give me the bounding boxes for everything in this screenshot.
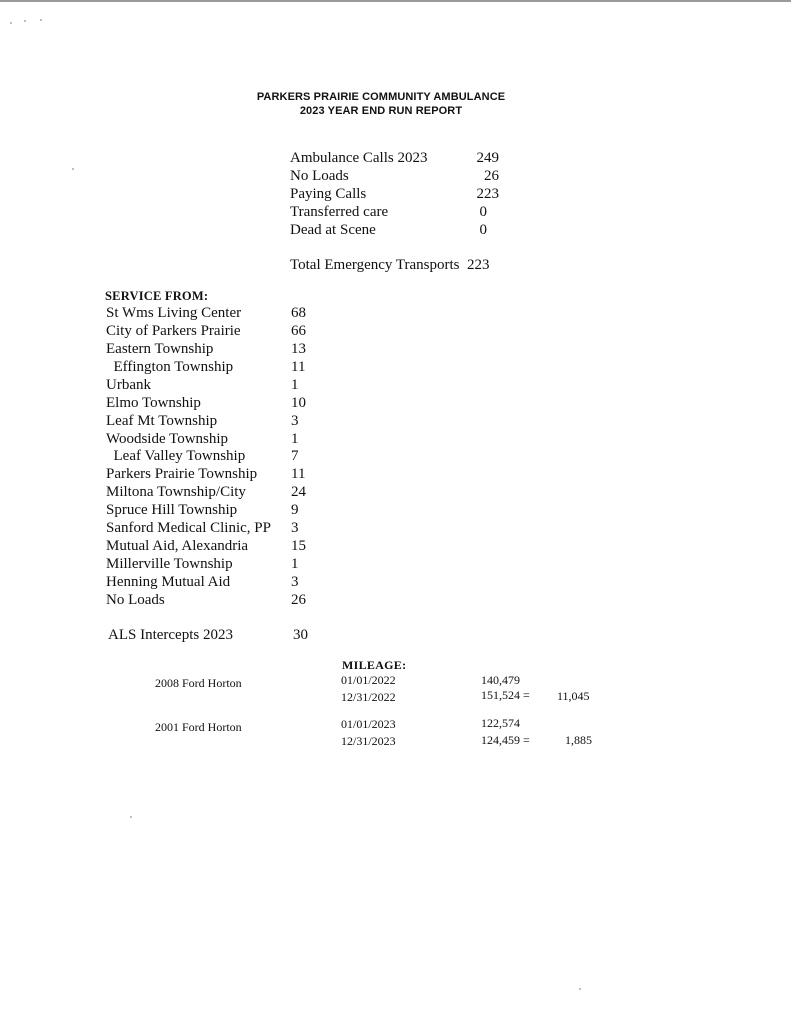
service-row-label — [106, 447, 245, 465]
summary-value-ambulance-calls: 249 — [476, 150, 499, 166]
service-row-value: 1 — [291, 556, 299, 572]
service-row-value: 10 — [291, 395, 306, 411]
als-intercepts-value: 30 — [293, 627, 308, 643]
summary-value-dead-at-scene: 0 — [479, 222, 487, 238]
vehicle-date-end: 12/31/2022 — [341, 690, 396, 704]
mileage-heading: MILEAGE: — [342, 658, 407, 672]
scan-speck — [72, 168, 74, 170]
service-row-value: 68 — [291, 305, 306, 321]
service-row-label: Millerville Township — [106, 556, 233, 572]
service-row-label-text: Effington Township — [109, 359, 234, 375]
vehicle-name: 2008 Ford Horton — [155, 676, 242, 690]
scan-top-edge — [0, 0, 791, 2]
service-row-value: 3 — [291, 574, 299, 590]
service-row-label: Mutual Aid, Alexandria — [106, 538, 249, 554]
scan-speck — [24, 20, 26, 22]
service-row-value: 9 — [291, 502, 299, 518]
report-title-line2: 2023 YEAR END RUN REPORT — [299, 105, 463, 117]
summary-label-no-loads: No Loads — [290, 168, 349, 184]
summary-value-no-loads: 26 — [484, 168, 499, 184]
summary-value-paying-calls: 223 — [476, 186, 499, 202]
vehicle-name: 2001 Ford Horton — [155, 720, 242, 734]
service-row-label: No Loads — [106, 592, 165, 608]
vehicle-date-start: 01/01/2022 — [341, 673, 396, 687]
vehicle-odometer-start: 122,574 — [481, 716, 520, 730]
report-title-line1: PARKERS PRAIRIE COMMUNITY AMBULANCE — [256, 91, 506, 103]
service-row-label: Parkers Prairie Township — [106, 466, 258, 482]
service-row-value: 66 — [291, 323, 306, 339]
vehicle-odometer-start: 140,479 — [481, 673, 520, 687]
total-transports-value: 223 — [467, 257, 490, 273]
service-row-label: St Wms Living Center — [106, 305, 242, 321]
vehicle-mileage-total: 11,045 — [557, 689, 590, 703]
service-row-label: Eastern Township — [106, 341, 214, 357]
scan-speck — [10, 22, 12, 24]
als-intercepts-label: ALS Intercepts 2023 — [108, 627, 233, 643]
service-row-value: 3 — [291, 413, 299, 429]
service-row-value: 11 — [291, 466, 306, 482]
service-row-label: Spruce Hill Township — [106, 502, 238, 518]
summary-label-dead-at-scene: Dead at Scene — [290, 222, 376, 238]
service-row-label: Sanford Medical Clinic, PP — [106, 520, 271, 536]
service-row-label: Henning Mutual Aid — [106, 574, 231, 590]
summary-value-transferred-care: 0 — [479, 204, 487, 220]
service-row-label: Urbank — [106, 377, 151, 393]
service-row-label — [106, 358, 233, 376]
service-row-value: 1 — [291, 431, 299, 447]
service-row-label: City of Parkers Prairie — [106, 323, 241, 339]
summary-label-transferred-care: Transferred care — [290, 204, 389, 220]
service-row-label-text: Leaf Valley Township — [109, 448, 246, 464]
scan-speck — [130, 816, 132, 818]
service-row-label: Leaf Mt Township — [106, 413, 218, 429]
service-row-value: 7 — [291, 448, 299, 464]
scan-speck — [40, 19, 42, 21]
service-row-value: 26 — [291, 592, 306, 608]
service-row-value: 1 — [291, 377, 299, 393]
vehicle-date-end: 12/31/2023 — [341, 734, 396, 748]
summary-label-ambulance-calls: Ambulance Calls 2023 — [290, 150, 428, 166]
service-row-label: Elmo Township — [106, 395, 201, 411]
service-row-label: Miltona Township/City — [106, 484, 246, 500]
summary-label-paying-calls: Paying Calls — [290, 186, 367, 202]
vehicle-date-start: 01/01/2023 — [341, 717, 396, 731]
service-row-label: Woodside Township — [106, 431, 229, 447]
service-row-value: 11 — [291, 359, 306, 375]
scan-speck — [579, 988, 581, 990]
service-row-value: 13 — [291, 341, 306, 357]
service-row-value: 3 — [291, 520, 299, 536]
summary-label-total-transports — [290, 256, 490, 274]
service-from-heading: SERVICE FROM: — [105, 289, 209, 303]
vehicle-odometer-end: 124,459 = — [481, 733, 530, 747]
total-transports-label: Total Emergency Transports — [290, 257, 460, 273]
service-row-value: 24 — [291, 484, 306, 500]
vehicle-odometer-end: 151,524 = — [481, 688, 530, 702]
service-row-value: 15 — [291, 538, 306, 554]
vehicle-mileage-total: 1,885 — [565, 733, 592, 747]
